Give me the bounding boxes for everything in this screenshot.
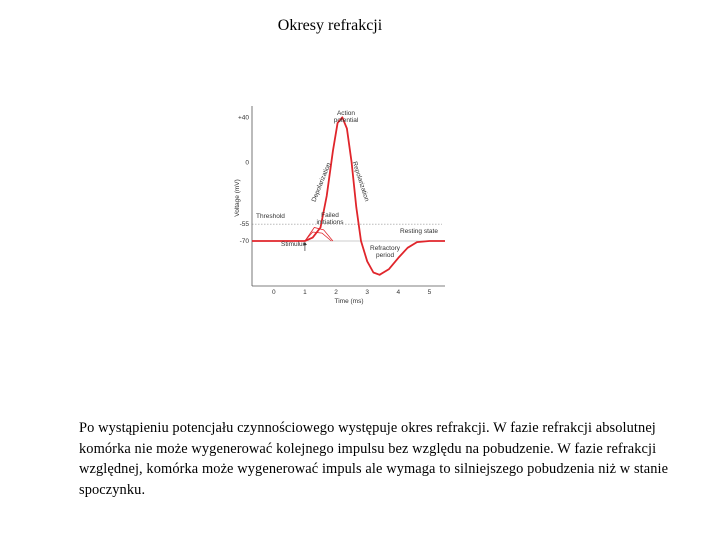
failed-label-2: initiations — [316, 219, 344, 226]
threshold-label: Threshold — [256, 213, 285, 220]
xlabel: Time (ms) — [334, 298, 364, 305]
stimulus-label: Stimulus — [281, 241, 306, 248]
x-tick-5: 5 — [427, 289, 432, 296]
series-layer — [252, 117, 445, 274]
caption-text: Po wystąpieniu potencjału czynnościowego występuje okres refrakcji. W fazie refrakcji absolutnej komórka nie może wygenerować kolejnego impulsu bez względu na pobudzenie. W fazie refrakcji względnej, komórka może wygenerować impuls ale wymaga to silniejszego pobudzenia niż w stanie spoczynku. — [79, 420, 669, 498]
action-potential-chart — [225, 100, 455, 310]
x-tick-2: 2 — [334, 289, 338, 296]
chart-svg — [225, 100, 455, 310]
resting-state-label: Resting state — [400, 228, 438, 235]
slide-title: Okresy refrakcji — [277, 17, 383, 34]
refractory-label-2: period — [376, 252, 395, 259]
x-tick-1: 1 — [303, 289, 307, 296]
repolarization-label: Repolarization — [350, 160, 371, 203]
x-tick-4: 4 — [396, 289, 401, 296]
action-potential-label-1: Action — [336, 110, 356, 117]
failed-label-1: Failed — [321, 212, 339, 219]
x-tick-3: 3 — [365, 289, 369, 296]
y-tick-1: 0 — [245, 159, 249, 167]
y-tick-3: -70 — [239, 238, 249, 245]
depolarization-label: Depolarization — [310, 161, 333, 204]
y-tick-0: +40 — [237, 114, 249, 122]
annotations — [234, 110, 438, 305]
x-tick-0: 0 — [271, 289, 276, 296]
ylabel: Voltage (mV) — [234, 179, 241, 217]
y-tick-2: -55 — [239, 221, 249, 229]
axes — [252, 106, 445, 286]
series-line-0 — [252, 117, 445, 274]
action-potential-label-2: potential — [333, 117, 359, 124]
refractory-label-1: Refractory — [370, 245, 400, 252]
